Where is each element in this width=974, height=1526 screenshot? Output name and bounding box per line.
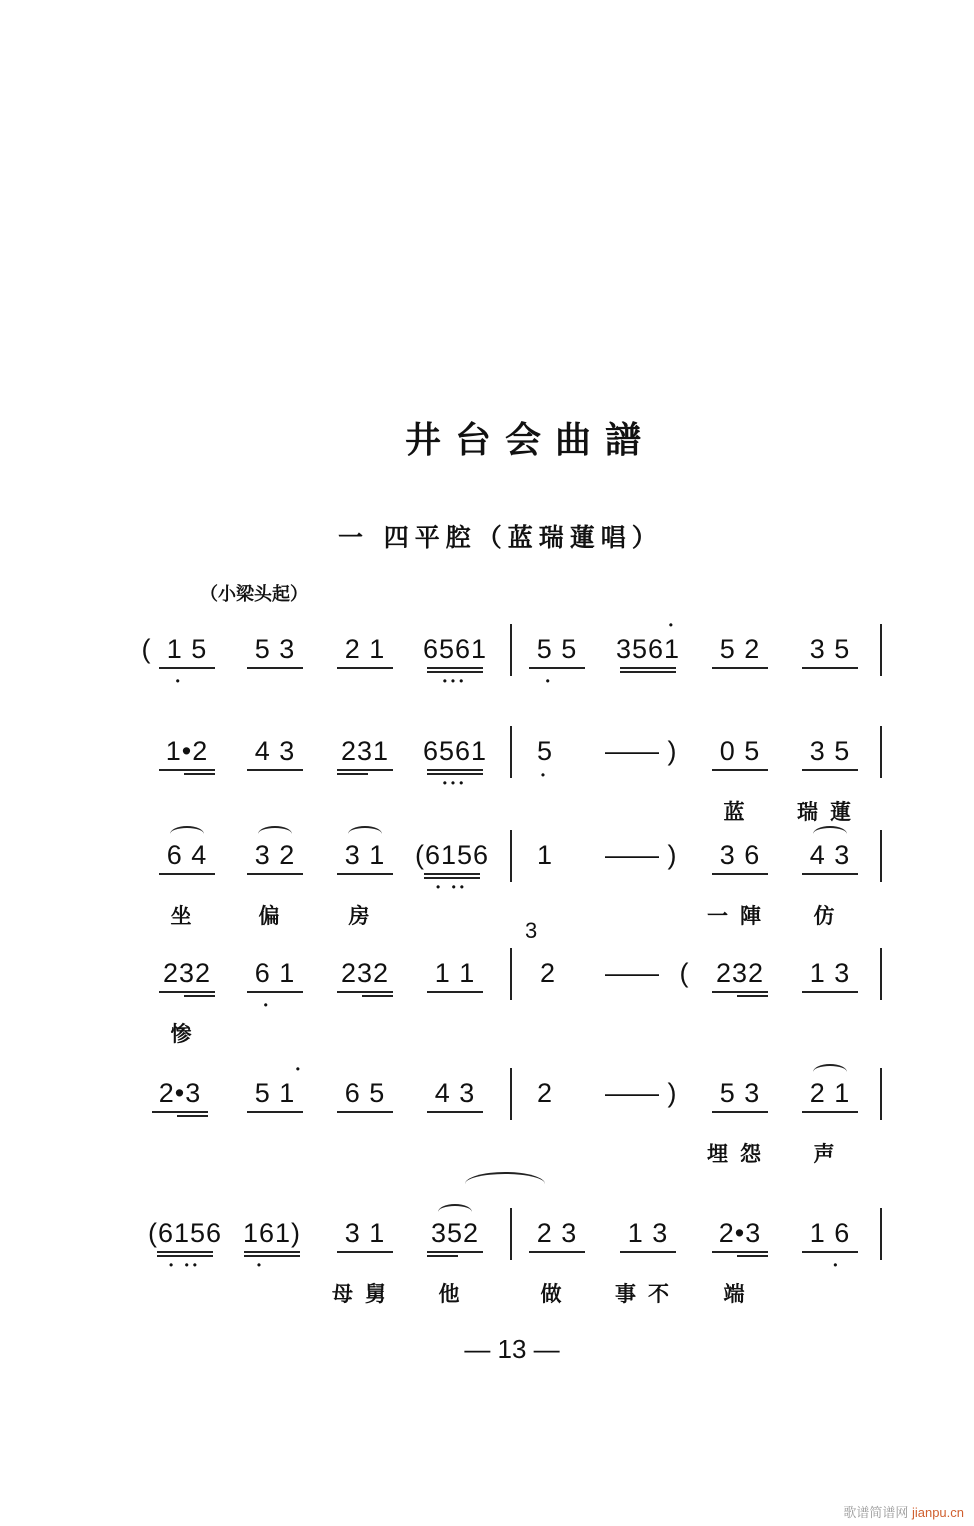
notes: 232 <box>340 958 390 988</box>
notes: 5 5 <box>536 634 578 664</box>
notes: (6156 <box>414 840 490 870</box>
watermark <box>843 1502 964 1521</box>
note-group <box>407 838 497 894</box>
page-title: 井台会曲譜 <box>404 419 655 461</box>
underline <box>247 666 303 674</box>
underline <box>159 768 215 776</box>
note-group <box>500 734 590 782</box>
underline <box>620 666 676 674</box>
note-group <box>140 1216 230 1272</box>
low-octave-dots: • <box>545 674 569 688</box>
grace-note: 3 <box>525 918 538 943</box>
notes: ) <box>667 1078 677 1108</box>
barline <box>880 1068 882 1120</box>
underline <box>427 990 483 998</box>
underline <box>424 872 480 880</box>
tie-mark <box>465 1172 545 1196</box>
note-group <box>135 1076 225 1118</box>
underline <box>529 666 585 674</box>
score-row <box>0 1062 974 1186</box>
low-octave-dots: • <box>263 998 287 1012</box>
underline <box>427 666 483 674</box>
slur-mark <box>438 1204 472 1220</box>
low-octave-dots: • <box>175 674 199 688</box>
underline <box>620 1250 676 1258</box>
note-group <box>695 838 785 928</box>
slur-mark <box>170 826 204 842</box>
note-group <box>410 1076 500 1118</box>
note-group <box>785 956 875 998</box>
notes: 3 6 <box>719 840 761 870</box>
notes: (6156 <box>147 1218 223 1248</box>
note-group <box>227 1216 317 1272</box>
low-octave-dots: • •• <box>169 1258 201 1272</box>
underline <box>337 1110 393 1118</box>
note-group <box>142 956 232 1046</box>
notes: 5 <box>536 736 554 766</box>
page-number: — 13 — <box>464 1334 560 1364</box>
notes: 5 1 <box>254 1078 296 1108</box>
lyric: 一陣 <box>707 903 773 928</box>
notes: 6 5 <box>344 1078 386 1108</box>
notes: 3 1 <box>344 1218 386 1248</box>
note-group <box>142 734 232 776</box>
underline <box>712 768 768 776</box>
underline <box>802 666 858 674</box>
underline <box>712 872 768 880</box>
notes: 1 <box>536 840 554 870</box>
underline <box>427 1110 483 1118</box>
note-group <box>230 1062 320 1118</box>
lyric: 做 <box>540 1281 574 1306</box>
notes: 1 5 <box>166 634 208 664</box>
notes: 2 <box>539 958 557 988</box>
note-group <box>320 956 410 998</box>
notes: 6 1 <box>254 958 296 988</box>
note-group <box>603 1216 693 1306</box>
note-group <box>142 838 232 928</box>
note-group <box>695 956 785 998</box>
note-group <box>320 1076 410 1118</box>
underline <box>337 1250 393 1258</box>
lyric: 坐 <box>170 903 204 928</box>
note-group <box>320 838 410 928</box>
slur-mark <box>348 826 382 842</box>
underline <box>159 872 215 880</box>
notes: 1 3 <box>809 958 851 988</box>
barline <box>880 830 882 882</box>
notes: 232 <box>715 958 765 988</box>
note-group <box>320 734 410 776</box>
barline <box>880 948 882 1000</box>
barline <box>880 726 882 778</box>
note-group <box>695 632 785 674</box>
lyric: 母舅 <box>332 1281 398 1306</box>
lyric: 仿 <box>813 903 847 928</box>
lyric: 房 <box>348 903 382 928</box>
watermark-cn: 歌谱简谱网 <box>843 1505 909 1520</box>
note-group <box>785 1216 875 1272</box>
notes: 2•3 <box>158 1078 202 1108</box>
low-octave-dots: • <box>540 768 550 782</box>
notes: ) <box>667 736 677 766</box>
notes: 6 4 <box>166 840 208 870</box>
underline <box>427 768 483 776</box>
lyric: 端 <box>723 1281 757 1306</box>
score-row <box>0 618 974 742</box>
notes: 6561 <box>422 736 488 766</box>
underline <box>152 1110 208 1118</box>
notes: 5 2 <box>719 634 761 664</box>
underline <box>802 872 858 880</box>
lyric: 他 <box>438 1281 472 1306</box>
lyric: 声 <box>813 1141 847 1166</box>
notes: 5 3 <box>254 634 296 664</box>
notes: 1 1 <box>434 958 476 988</box>
notes: 5 3 <box>719 1078 761 1108</box>
underline <box>337 872 393 880</box>
note-group <box>785 1076 875 1166</box>
high-octave-dot: • <box>668 618 673 632</box>
section-subtitle: 一 四平腔（蓝瑞蓮唱） <box>338 523 663 552</box>
underline <box>337 990 393 998</box>
underline <box>529 1250 585 1258</box>
notes: —— <box>605 840 659 870</box>
underline <box>247 872 303 880</box>
note-group <box>500 1076 590 1110</box>
note-group <box>500 838 590 872</box>
score-row <box>0 918 974 1066</box>
note-group <box>695 1216 785 1306</box>
note-group <box>603 618 693 674</box>
notes: 2 1 <box>809 1078 851 1108</box>
note-group <box>695 1076 785 1166</box>
notes: 3561 <box>615 634 681 664</box>
intro-label: （小梁头起） <box>200 584 308 605</box>
low-octave-dots: • •• <box>436 880 468 894</box>
notes: —— <box>605 1078 659 1108</box>
note-group <box>785 734 875 824</box>
slur-mark <box>813 1064 847 1080</box>
notes: —— <box>605 736 659 766</box>
low-octave-dots: ••• <box>442 674 468 688</box>
high-octave-dot: • <box>295 1062 300 1076</box>
notes: 6561 <box>422 634 488 664</box>
underline <box>159 666 215 674</box>
underline <box>247 990 303 998</box>
notes: 1•2 <box>165 736 209 766</box>
underline <box>247 768 303 776</box>
lyric: 蓝 <box>723 799 757 824</box>
notes: ) <box>667 840 677 870</box>
note-group <box>695 734 785 824</box>
notes: 2•3 <box>718 1218 762 1248</box>
underline <box>159 990 215 998</box>
underline <box>712 1250 768 1258</box>
barline <box>880 624 882 676</box>
notes: 1 3 <box>627 1218 669 1248</box>
notes: —— <box>605 958 659 988</box>
note-group <box>410 1216 500 1306</box>
note-group <box>410 734 500 790</box>
lyric: 瑞蓮 <box>797 799 863 824</box>
notes: 3 5 <box>809 634 851 664</box>
note-group <box>512 1216 602 1306</box>
lyric: 埋怨 <box>707 1141 773 1166</box>
note-group <box>320 632 410 674</box>
note-group <box>230 956 320 1012</box>
notes: 231 <box>340 736 390 766</box>
notes: 3 5 <box>809 736 851 766</box>
underline <box>427 1250 483 1258</box>
notes: 161) <box>242 1218 302 1248</box>
note-group <box>785 632 875 674</box>
lyric: 事不 <box>615 1281 681 1306</box>
score-row <box>0 838 974 948</box>
notes: 2 <box>536 1078 554 1108</box>
note-group <box>512 632 602 688</box>
lyric: 偏 <box>258 903 292 928</box>
notes: 0 5 <box>719 736 761 766</box>
note-group <box>230 632 320 674</box>
score-row <box>0 1216 974 1326</box>
note-group <box>410 956 500 998</box>
low-octave-dots: ••• <box>442 776 468 790</box>
note-group <box>230 838 320 928</box>
underline <box>337 666 393 674</box>
notes: 352 <box>430 1218 480 1248</box>
underline <box>712 1110 768 1118</box>
notes: 2 3 <box>536 1218 578 1248</box>
underline <box>157 1250 213 1258</box>
notes: 2 1 <box>344 634 386 664</box>
underline <box>247 1110 303 1118</box>
notes: 3 1 <box>344 840 386 870</box>
low-octave-dots: • <box>256 1258 288 1272</box>
barline <box>880 1208 882 1260</box>
underline <box>802 768 858 776</box>
notes: ( <box>141 634 151 664</box>
underline <box>337 768 393 776</box>
notes: 4 3 <box>254 736 296 766</box>
note-group <box>785 838 875 928</box>
note-group <box>503 918 593 990</box>
notes: 4 3 <box>809 840 851 870</box>
notes: 4 3 <box>434 1078 476 1108</box>
note-group <box>142 632 232 688</box>
slur-mark <box>813 826 847 842</box>
underline <box>802 1250 858 1258</box>
note-group <box>230 734 320 776</box>
underline <box>712 990 768 998</box>
notes: 3 2 <box>254 840 296 870</box>
notes: ( <box>679 958 689 988</box>
notes: 232 <box>162 958 212 988</box>
slur-mark <box>258 826 292 842</box>
note-group <box>320 1216 410 1306</box>
notes: 1 6 <box>809 1218 851 1248</box>
underline <box>712 666 768 674</box>
note-group <box>410 632 500 688</box>
low-octave-dots: • <box>818 1258 842 1272</box>
underline <box>244 1250 300 1258</box>
underline <box>802 990 858 998</box>
watermark-url: jianpu.cn <box>911 1505 964 1520</box>
lyric: 惨 <box>170 1021 204 1046</box>
underline <box>802 1110 858 1118</box>
